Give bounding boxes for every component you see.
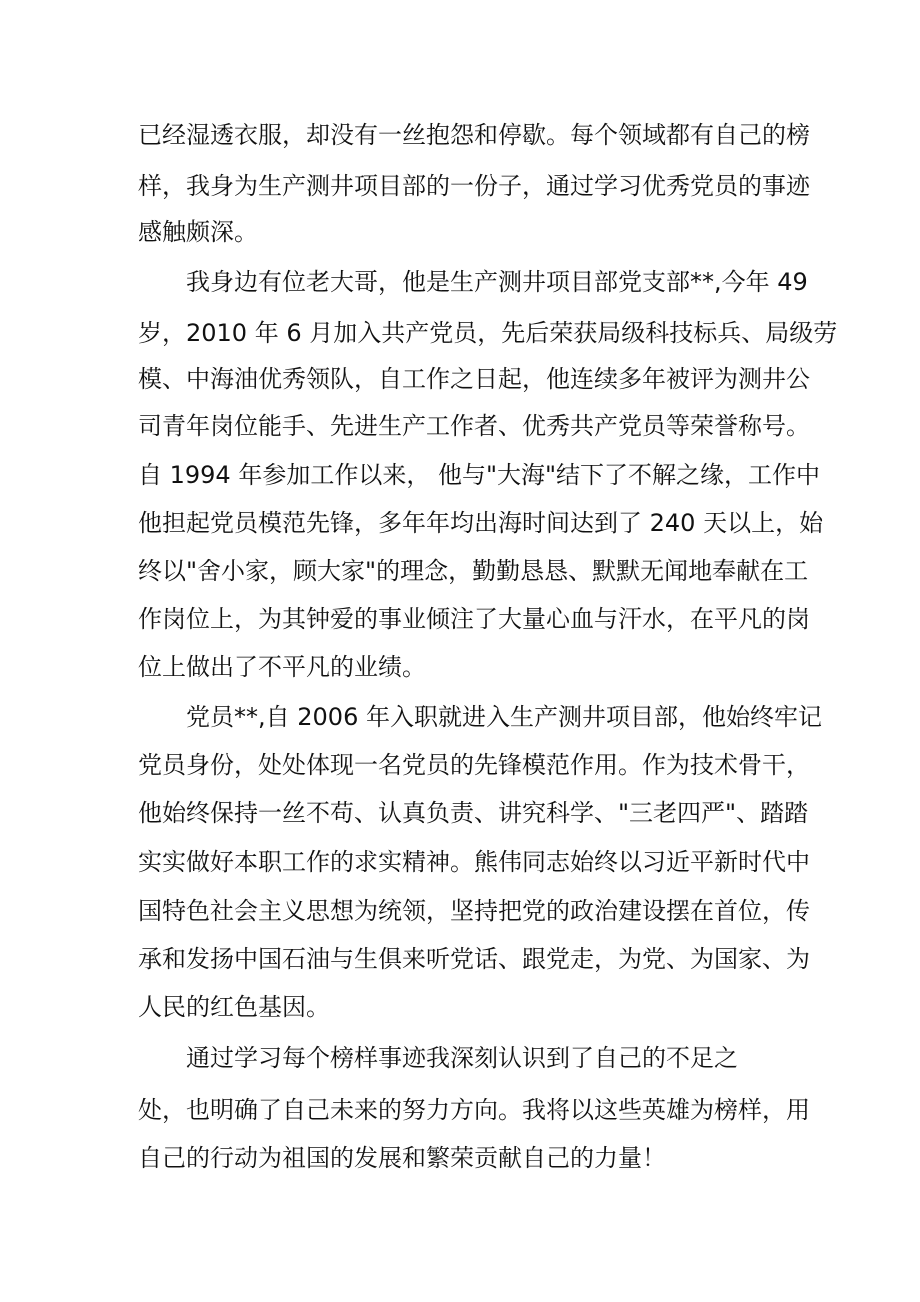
text-line: 模、中海油优秀领队，自工作之日起，他连续多年被评为测井公: [138, 365, 810, 393]
text-line: 人民的红色基因。: [138, 993, 330, 1021]
text-line: 党员身份，处处体现一名党员的先锋模范作用。作为技术骨干，: [138, 751, 810, 779]
text-line: 他始终保持一丝不苟、认真负责、讲究科学、"三老四严"、踏踏: [138, 799, 809, 827]
text-line: 自 1994 年参加工作以来， 他与"大海"结下了不解之缘，工作中: [138, 461, 821, 489]
text-line: 作岗位上，为其钟爱的事业倾注了大量心血与汗水，在平凡的岗: [138, 605, 810, 633]
text-line: 通过学习每个榜样事迹我深刻认识到了自己的不足之: [186, 1044, 738, 1072]
text-line: 他担起党员模范先锋，多年年均出海时间达到了 240 天以上，始: [138, 509, 824, 537]
text-line: 党员**,自 2006 年入职就进入生产测井项目部，他始终牢记: [186, 703, 822, 731]
text-line: 已经湿透衣服，却没有一丝抱怨和停歇。每个领域都有自己的榜: [138, 121, 810, 149]
text-line: 我身边有位老大哥，他是生产测井项目部党支部**,今年 49: [186, 268, 808, 296]
text-line: 终以"舍小家，顾大家"的理念，勤勤恳恳、默默无闻地奉献在工: [138, 557, 809, 585]
text-line: 实实做好本职工作的求实精神。熊伟同志始终以习近平新时代中: [138, 848, 810, 876]
text-line: 感触颇深。: [138, 218, 258, 246]
text-line: 司青年岗位能手、先进生产工作者、优秀共产党员等荣誉称号。: [138, 412, 810, 440]
text-line: 样，我身为生产测井项目部的一份子，通过学习优秀党员的事迹: [138, 172, 810, 200]
text-line: 自己的行动为祖国的发展和繁荣贡献自己的力量！: [138, 1144, 666, 1172]
text-line: 位上做出了不平凡的业绩。: [138, 653, 426, 681]
text-line: 处，也明确了自己未来的努力方向。我将以这些英雄为榜样，用: [138, 1096, 810, 1124]
text-line: 承和发扬中国石油与生俱来听党话、跟党走，为党、为国家、为: [138, 945, 810, 973]
text-line: 岁，2010 年 6 月加入共产党员，先后荣获局级科技标兵、局级劳: [138, 319, 838, 347]
text-line: 国特色社会主义思想为统领，坚持把党的政治建设摆在首位，传: [138, 897, 810, 925]
